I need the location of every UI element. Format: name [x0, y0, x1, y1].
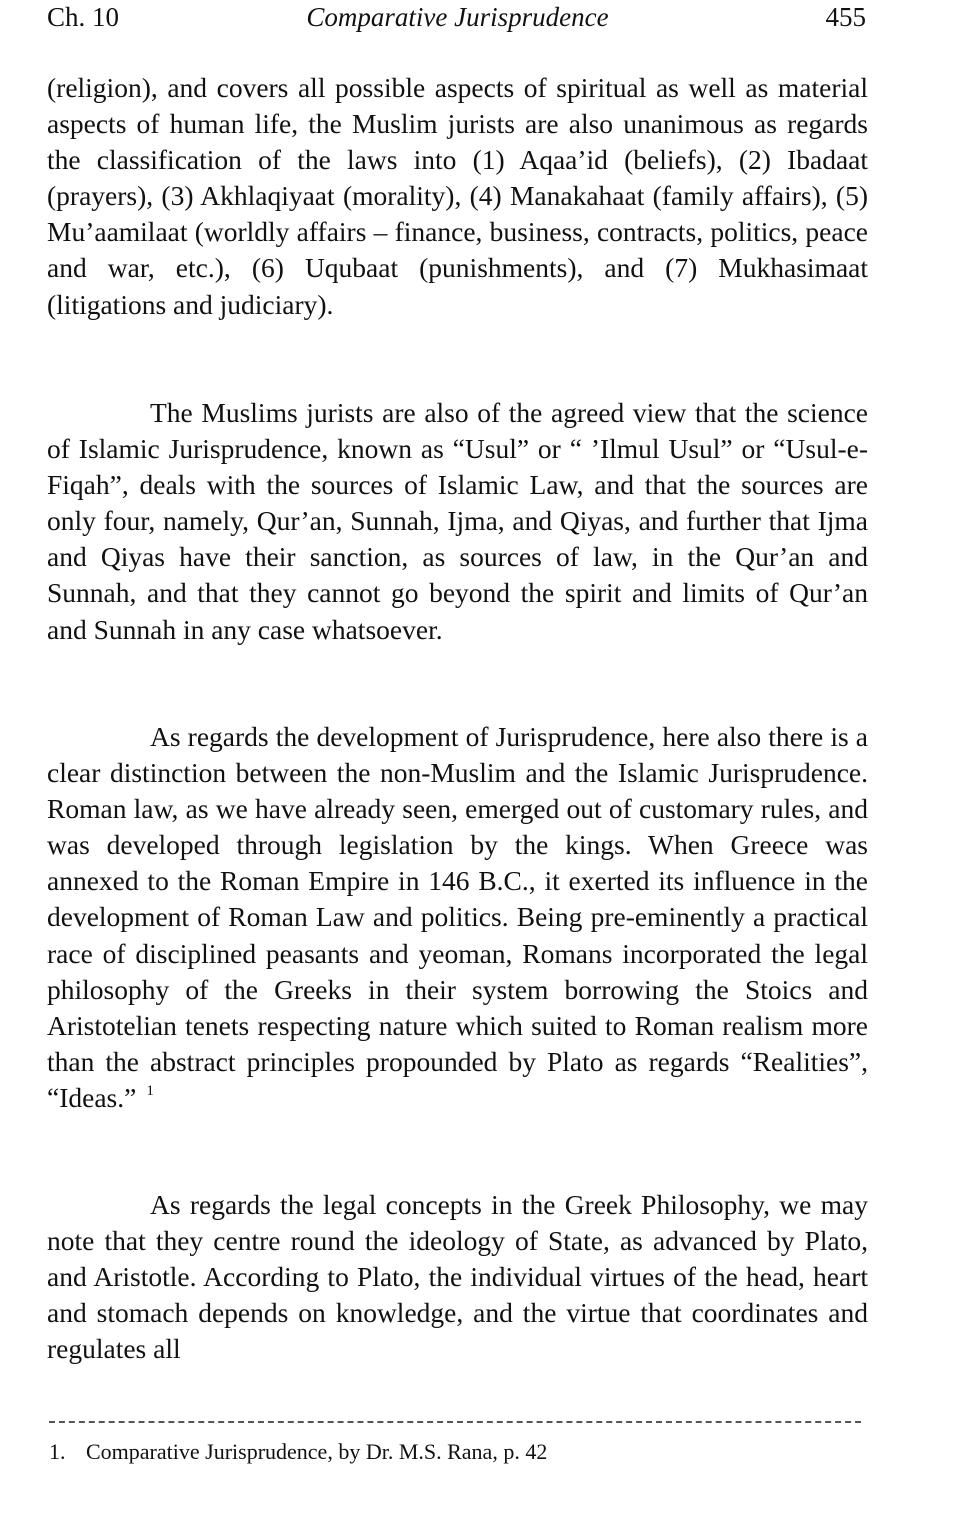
running-title: Comparative Jurisprudence [306, 2, 609, 32]
paragraph-3 [47, 719, 868, 1116]
footnote-text: Comparative Jurisprudence, by Dr. M.S. Rana, p. 42 [86, 1439, 548, 1464]
page-header [47, 0, 868, 36]
book-page [47, 0, 868, 1520]
footnote [49, 1437, 547, 1467]
paragraph-3-text: As regards the development of Jurisprudence, here also there is a clear distinction between the non-Muslim and the Islamic Jurisprudence. Roman law, as we have already seen, emerged out of customary rules, and was developed through legislation by the kings. When Greece was annexed to the Roman Empire in 146 B.C., it exerted its influence in the development of Roman Law and politics. Being pre-eminently a practical race of disciplined peasants and yeoman, Romans incorporated the legal philosophy of the Greeks in their system borrowing the Stoics and Aristotelian tenets respecting nature which suited to Roman realism more than the abstract principles propounded by Plato as regards “Realities”, “Ideas.” [47, 721, 868, 1113]
page-number: 455 [825, 2, 866, 32]
footnote-reference[interactable]: 1 [146, 1082, 154, 1099]
paragraph-2: The Muslims jurists are also of the agreed view that the science of Islamic Jurisprudence, known as “Usul” or “ ’Ilmul Usul” or “Usul-e-Fiqah”, deals with the sources of Islamic Law, and that the sources are only four, namely, Qur’an, Sunnah, Ijma, and Qiyas, and further that Ijma and Qiyas have their sanction, as sources of law, in the Qur’an and Sunnah, and that they cannot go beyond the spirit and limits of Qur’an and Sunnah in any case whatsoever. [47, 397, 868, 645]
paragraph-4: As regards the legal concepts in the Greek Philosophy, we may note that they centre round the ideology of State, as advanced by Plato, and Aristotle. According to Plato, the individual virtues of the head, heart and stomach depends on knowledge, and the virtue that coordinates and regulates all [47, 1189, 868, 1365]
paragraph-1: (religion), and covers all possible aspects of spiritual as well as material aspects of human life, the Muslim jurists are also unanimous as regards the classification of the laws into (1) Aqaa’id (beliefs), (2) Ibadaat (prayers), (3) Akhlaqiyaat (morality), (4) Manakahaat (family affairs), (5) Mu’aamilaat (worldly affairs – finance, business, contracts, politics, peace and war, etc.), (6) Uqubaat (punishments), and (7) Mukhasimaat (litigations and judiciary). [47, 72, 868, 320]
chapter-label: Ch. 10 [47, 2, 120, 32]
footnote-number: 1. [49, 1439, 66, 1464]
footnote-divider [49, 1421, 861, 1423]
